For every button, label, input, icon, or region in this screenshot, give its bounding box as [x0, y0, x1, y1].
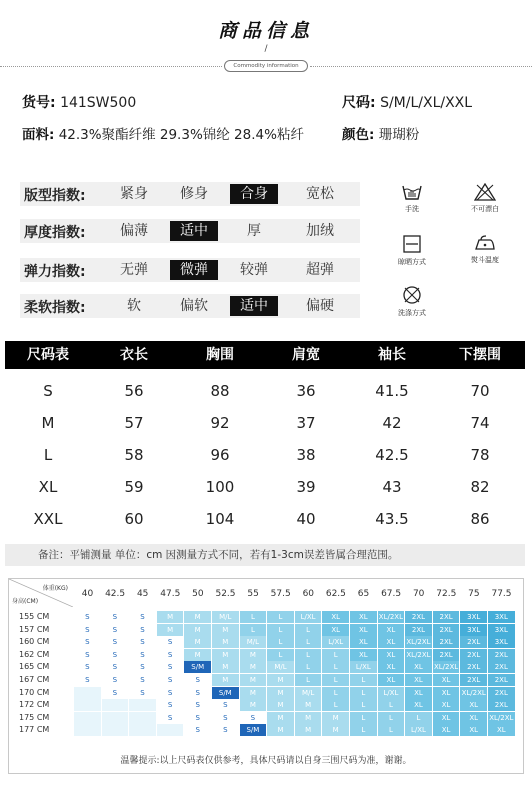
size-recommendation-cell: L — [350, 699, 377, 711]
height-axis-label: 身高(CM) — [12, 598, 39, 605]
size-table-cell: 43 — [382, 478, 402, 496]
reference-footnote: 温馨提示:以上尺码表仅供参考，具体尺码请以自身三围尺码为准，谢谢。 — [120, 756, 412, 766]
size-value: S/M/L/XL/XXL — [380, 95, 473, 111]
no-bleach-icon — [455, 183, 515, 201]
size-recommendation-cell: L — [322, 661, 349, 673]
index-option-selected: 合身 — [230, 184, 278, 204]
size-recommendation-cell: L — [267, 636, 294, 648]
size-recommendation-cell: M — [240, 661, 267, 673]
size-recommendation-cell: M/L — [295, 687, 322, 699]
weight-header-cell: 55 — [247, 589, 259, 599]
index-option-selected: 适中 — [230, 296, 278, 316]
size-recommendation-cell: M — [157, 624, 184, 636]
page-header — [0, 0, 532, 80]
size-recommendation-cell: M — [212, 636, 239, 648]
size-recommendation-cell: 2XL — [433, 624, 460, 636]
size-recommendation-cell: L — [350, 712, 377, 724]
size-recommendation-cell: XL/2XL — [378, 613, 403, 621]
size-recommendation-cell — [74, 712, 101, 724]
size-table-cell: XXL — [33, 510, 63, 528]
size-recommendation-cell: S — [129, 649, 156, 661]
size-recommendation-cell: S — [212, 712, 239, 724]
size-table-cell: 86 — [470, 510, 490, 528]
height-header-cell: 177 CM — [19, 725, 50, 735]
size-recommendation-cell: M — [267, 687, 294, 699]
fabric-line — [22, 123, 304, 143]
height-header-cell: 162 CM — [19, 649, 50, 659]
size-recommendation-cell: L — [322, 699, 349, 711]
size-table-cell: 40 — [296, 510, 316, 528]
height-header-cell: 160 CM — [19, 637, 50, 647]
size-recommendation-cell: M — [240, 699, 267, 711]
sku-value: 141SW500 — [60, 95, 137, 111]
size-table-cell: 56 — [124, 382, 144, 400]
size-recommendation-cell: S — [129, 624, 156, 636]
size-recommendation-cell: XL — [405, 661, 432, 673]
size-recommendation-cell: L — [267, 649, 294, 661]
grid-corner-header — [9, 579, 73, 607]
dotted-rule-left — [0, 66, 222, 67]
weight-header-cell: 47.5 — [160, 589, 181, 599]
size-recommendation-cell: S/M — [240, 724, 267, 736]
size-recommendation-cell: L — [267, 624, 294, 636]
size-table-cell: L — [43, 446, 53, 464]
size-table-header — [5, 341, 525, 369]
index-row — [20, 294, 360, 318]
size-recommendation-cell: S — [74, 649, 101, 661]
size-table-cell: S — [43, 382, 53, 400]
size-recommendation-cell: S — [102, 636, 129, 648]
fabric-label: 面料: — [22, 127, 55, 143]
size-recommendation-cell: XL — [433, 674, 460, 686]
size-recommendation-cell: XL — [460, 712, 487, 724]
weight-header-cell: 67.5 — [381, 589, 402, 599]
size-recommendation-cell: M — [322, 712, 349, 724]
measurement-note: 备注：平铺测量 单位：cm 因测量方式不同，若有1-3cm误差皆属合理范围。 — [5, 544, 525, 566]
size-table-cell: XL — [38, 478, 58, 496]
index-option: 无弹 — [120, 262, 148, 278]
care-label: 熨斗温度 — [471, 256, 499, 264]
height-header-cell: 175 CM — [19, 712, 50, 722]
weight-header-cell: 52.5 — [215, 589, 236, 599]
index-option: 加绒 — [306, 223, 334, 239]
size-recommendation-cell: L/XL — [378, 687, 405, 699]
page-subtitle: Commodity information — [224, 60, 308, 72]
size-recommendation-cell — [74, 724, 101, 736]
size-recommendation-cell: S — [129, 687, 156, 699]
care-hand-wash — [382, 183, 442, 214]
size-recommendation-cell: S — [184, 674, 211, 686]
title-divider-slash: / — [264, 44, 268, 54]
index-option: 偏硬 — [306, 298, 334, 314]
weight-header-cell: 77.5 — [491, 589, 512, 599]
iron-icon — [455, 234, 515, 252]
size-recommendation-cell — [129, 712, 156, 724]
size-recommendation-cell: L — [295, 636, 322, 648]
size-table-cell: 57 — [124, 414, 144, 432]
size-recommendation-cell: M/L — [267, 661, 294, 673]
size-table-header-cell: 尺码表 — [27, 347, 69, 363]
size-recommendation-cell: S — [74, 624, 101, 636]
size-recommendation-cell: 3XL — [460, 624, 487, 636]
size-recommendation-cell: M — [267, 699, 294, 711]
size-recommendation-cell: L — [295, 624, 322, 636]
size-table-header-cell: 胸围 — [206, 347, 234, 363]
size-recommendation-cell: L/XL — [295, 611, 322, 623]
size-recommendation-cell: 2XL — [433, 636, 460, 648]
size-recommendation-cell — [157, 724, 184, 736]
size-recommendation-cell: XL — [350, 624, 377, 636]
size-recommendation-cell: M — [212, 649, 239, 661]
size-table-cell: 96 — [210, 446, 230, 464]
size-recommendation-cell: S — [74, 636, 101, 648]
size-recommendation-cell: XL — [378, 661, 405, 673]
size-recommendation-cell: L — [378, 712, 405, 724]
size-table-header-cell: 肩宽 — [292, 347, 320, 363]
weight-header-cell: 65 — [357, 589, 370, 599]
size-recommendation-cell: S — [102, 649, 129, 661]
size-recommendation-cell: XL — [322, 611, 349, 623]
size-line — [342, 92, 472, 112]
size-table-cell: 42.5 — [375, 446, 409, 464]
size-recommendation-cell: XL — [405, 674, 432, 686]
size-table-cell: 41.5 — [375, 382, 409, 400]
size-recommendation-cell: M — [295, 699, 322, 711]
size-recommendation-cell: M — [212, 674, 239, 686]
size-recommendation-cell: 3XL — [488, 611, 515, 623]
index-option: 紧身 — [120, 186, 148, 202]
size-recommendation-cell: XL/2XL — [489, 713, 514, 722]
size-recommendation-cell: L — [378, 699, 405, 711]
size-recommendation-cell: L — [295, 649, 322, 661]
size-recommendation-cell: S — [184, 712, 211, 724]
size-recommendation-cell: L — [295, 674, 322, 686]
size-recommendation-cell: S — [102, 674, 129, 686]
index-label: 版型指数: — [24, 188, 86, 204]
size-recommendation-cell: XL — [378, 674, 405, 686]
size-recommendation-cell: M — [212, 661, 239, 673]
size-recommendation-cell: M — [184, 636, 211, 648]
care-no-bleach — [455, 183, 515, 214]
size-recommendation-cell: XL — [378, 636, 405, 648]
color-label: 颜色: — [342, 127, 375, 143]
index-option: 厚 — [247, 223, 261, 239]
size-recommendation-cell: XL/2XL — [433, 663, 459, 672]
size-recommendation-cell: XL — [405, 699, 432, 711]
size-table-cell: 78 — [470, 446, 490, 464]
size-recommendation-cell: XL — [378, 624, 405, 636]
index-row — [20, 182, 360, 206]
weight-header-cell: 72.5 — [436, 589, 457, 599]
weight-header-cell: 42.5 — [105, 589, 126, 599]
care-wash-method — [382, 285, 442, 318]
size-recommendation-cell: 2XL — [460, 674, 487, 686]
sku-line — [22, 92, 136, 112]
size-recommendation-cell: 2XL — [433, 611, 460, 623]
index-label: 柔软指数: — [24, 300, 86, 316]
size-recommendation-cell: S — [184, 687, 211, 699]
size-table-cell: 82 — [470, 478, 490, 496]
size-table-cell: 37 — [296, 414, 316, 432]
size-recommendation-cell: 2XL — [460, 636, 487, 648]
size-table-cell: 36 — [296, 382, 316, 400]
size-recommendation-cell: M — [322, 724, 349, 736]
wash-method-icon — [382, 285, 442, 305]
size-recommendation-cell: L — [350, 674, 377, 686]
height-header-cell: 170 CM — [19, 687, 50, 697]
size-recommendation-cell: S — [157, 661, 184, 673]
size-recommendation-cell: S — [240, 712, 267, 724]
index-label: 弹力指数: — [24, 264, 86, 280]
size-table-cell: 59 — [124, 478, 144, 496]
index-option: 偏薄 — [120, 223, 148, 239]
size-recommendation-cell: M — [212, 624, 239, 636]
index-option-selected: 微弹 — [170, 260, 218, 280]
size-table-cell: 88 — [210, 382, 230, 400]
size-recommendation-cell — [102, 724, 129, 736]
size-recommendation-cell: S — [157, 712, 184, 724]
size-recommendation-cell: L — [405, 712, 432, 724]
size-recommendation-cell: 2XL — [488, 699, 515, 711]
size-recommendation-cell: M — [240, 649, 267, 661]
size-recommendation-cell: L — [240, 624, 267, 636]
size-recommendation-cell: S — [184, 699, 211, 711]
size-recommendation-cell: S — [129, 661, 156, 673]
color-value: 珊瑚粉 — [378, 127, 420, 143]
weight-header-cell: 70 — [412, 589, 425, 599]
size-recommendation-cell: M/L — [212, 611, 239, 623]
index-option: 软 — [127, 298, 141, 314]
size-recommendation-cell: 2XL — [405, 611, 432, 623]
size-recommendation-cell: S/M — [184, 661, 211, 673]
size-recommendation-cell: S — [129, 636, 156, 648]
care-label: 晾晒方式 — [398, 258, 426, 266]
size-recommendation-cell: S — [74, 611, 101, 623]
care-label: 不可漂白 — [471, 205, 499, 213]
size-recommendation-cell: M/L — [240, 636, 267, 648]
size-recommendation-cell: L/XL — [405, 724, 432, 736]
size-recommendation-cell: M — [184, 611, 211, 623]
size-table-cell: 74 — [470, 414, 490, 432]
sku-label: 货号: — [22, 95, 56, 111]
size-recommendation-cell — [74, 699, 101, 711]
index-option: 超弹 — [306, 262, 334, 278]
care-iron — [455, 234, 515, 265]
size-recommendation-cell: S — [102, 661, 129, 673]
size-recommendation-cell: L — [322, 687, 349, 699]
size-recommendation-cell — [74, 687, 101, 699]
index-label: 厚度指数: — [24, 225, 86, 241]
weight-header-cell: 75 — [468, 589, 480, 599]
color-line — [342, 123, 419, 143]
size-table-header-cell: 衣长 — [120, 347, 148, 363]
size-reference-grid — [8, 578, 524, 774]
size-recommendation-cell: L — [240, 611, 267, 623]
size-recommendation-cell: 3XL — [460, 611, 487, 623]
index-option-selected: 适中 — [170, 221, 218, 241]
size-recommendation-cell: XL — [405, 687, 432, 699]
size-recommendation-cell: XL — [488, 724, 515, 736]
size-table-cell: M — [41, 414, 55, 432]
size-table-cell: 60 — [124, 510, 144, 528]
size-recommendation-cell: S — [157, 699, 184, 711]
size-recommendation-cell: S — [157, 649, 184, 661]
size-recommendation-cell: M — [240, 687, 267, 699]
size-recommendation-cell: L — [350, 724, 377, 736]
size-recommendation-cell: S — [157, 674, 184, 686]
size-recommendation-cell: L — [267, 611, 294, 623]
size-recommendation-cell: S — [157, 687, 184, 699]
dotted-rule-right — [310, 66, 532, 67]
size-recommendation-cell: M — [267, 724, 294, 736]
size-recommendation-cell: 2XL — [460, 649, 487, 661]
size-recommendation-cell: 3XL — [488, 636, 515, 648]
weight-header-cell: 62.5 — [325, 589, 346, 599]
size-recommendation-cell — [102, 699, 129, 711]
index-row — [20, 219, 360, 243]
size-recommendation-cell: XL — [433, 724, 460, 736]
size-recommendation-cell: 2XL — [460, 661, 487, 673]
size-table-cell: 92 — [210, 414, 230, 432]
size-recommendation-cell: 2XL — [488, 674, 515, 686]
care-shade-dry — [382, 234, 442, 267]
size-recommendation-cell — [102, 712, 129, 724]
size-recommendation-cell: XL/2XL — [406, 638, 431, 647]
height-header-cell: 155 CM — [19, 612, 50, 621]
size-recommendation-cell: S — [129, 674, 156, 686]
size-table-cell: 38 — [296, 446, 316, 464]
size-recommendation-cell: XL — [460, 724, 487, 736]
size-recommendation-cell: 3XL — [488, 624, 515, 636]
size-recommendation-cell: L — [350, 687, 377, 699]
size-recommendation-cell: XL — [433, 712, 460, 724]
weight-axis-label: 体重(KG) — [42, 585, 68, 592]
size-recommendation-cell: S — [212, 699, 239, 711]
size-recommendation-cell: XL — [350, 649, 377, 661]
size-recommendation-cell: XL/2XL — [461, 688, 486, 697]
weight-header-cell: 40 — [81, 589, 94, 599]
size-recommendation-cell — [129, 699, 156, 711]
size-recommendation-cell: S — [74, 661, 101, 673]
size-recommendation-cell: XL — [350, 636, 377, 648]
size-table-cell: 100 — [205, 478, 235, 496]
size-table-cell: 39 — [296, 478, 316, 496]
height-header-cell: 172 CM — [19, 700, 50, 710]
size-recommendation-cell: M — [240, 674, 267, 686]
size-recommendation-cell: XL — [460, 699, 487, 711]
size-recommendation-cell: L/XL — [350, 661, 377, 673]
height-header-cell: 157 CM — [19, 624, 50, 634]
height-header-cell: 165 CM — [19, 662, 50, 672]
weight-header-cell: 45 — [136, 589, 149, 599]
page-title: 商品信息 — [217, 20, 314, 42]
size-table-cell: 42 — [382, 414, 402, 432]
size-recommendation-cell: 2XL — [488, 687, 515, 699]
size-recommendation-cell: S — [129, 611, 156, 623]
size-recommendation-cell: S — [184, 724, 211, 736]
size-recommendation-cell: XL — [322, 624, 349, 636]
size-recommendation-cell: S — [212, 724, 239, 736]
size-recommendation-cell: 2XL — [405, 624, 432, 636]
size-recommendation-cell: XL — [350, 611, 377, 623]
size-recommendation-cell: M — [295, 712, 322, 724]
size-recommendation-cell: M — [184, 624, 211, 636]
size-recommendation-cell: 2XL — [488, 649, 515, 661]
size-recommendation-cell: S — [74, 674, 101, 686]
size-recommendation-cell: M — [267, 712, 294, 724]
size-table-cell: 58 — [124, 446, 144, 464]
size-recommendation-cell — [129, 724, 156, 736]
size-recommendation-cell: XL — [433, 687, 460, 699]
size-recommendation-cell: M — [157, 611, 184, 623]
size-recommendation-cell: M — [295, 724, 322, 736]
index-option: 偏软 — [180, 298, 208, 314]
index-option: 较弹 — [240, 262, 268, 278]
index-row — [20, 258, 360, 282]
hand-wash-icon — [382, 183, 442, 201]
size-recommendation-cell: L — [322, 674, 349, 686]
size-recommendation-cell: L — [295, 661, 322, 673]
size-recommendation-cell: L — [378, 724, 405, 736]
height-header-cell: 167 CM — [19, 675, 50, 684]
size-recommendation-cell: 2XL — [488, 661, 515, 673]
size-recommendation-cell: S — [102, 611, 129, 623]
care-label: 手洗 — [405, 205, 419, 213]
size-table-header-cell: 袖长 — [378, 347, 406, 363]
size-recommendation-cell: XL — [378, 649, 405, 661]
size-recommendation-cell: XL/2XL — [406, 650, 431, 659]
size-recommendation-cell: S — [102, 687, 129, 699]
size-recommendation-cell: XL — [433, 699, 460, 711]
size-recommendation-cell: S/M — [212, 687, 239, 699]
index-option: 修身 — [180, 186, 208, 202]
size-label: 尺码: — [342, 95, 376, 111]
size-table-cell: 43.5 — [375, 510, 409, 528]
weight-header-cell: 50 — [192, 589, 204, 599]
size-recommendation-cell: 2XL — [433, 649, 460, 661]
size-recommendation-cell: M — [267, 674, 294, 686]
weight-header-cell: 60 — [302, 589, 315, 599]
shade-dry-icon — [382, 234, 442, 254]
care-label: 洗涤方式 — [398, 309, 426, 317]
weight-header-cell: 57.5 — [270, 589, 291, 599]
size-table-cell: 104 — [205, 510, 235, 528]
size-recommendation-cell: L — [322, 649, 349, 661]
index-option: 宽松 — [306, 186, 334, 202]
size-table-header-cell: 下摆围 — [459, 347, 501, 363]
size-recommendation-cell: S — [157, 636, 184, 648]
size-recommendation-cell: S — [102, 624, 129, 636]
size-recommendation-cell: M — [184, 649, 211, 661]
fabric-value: 42.3%聚酯纤维 29.3%锦纶 28.4%粘纤 — [58, 127, 304, 143]
size-table-cell: 70 — [470, 382, 490, 400]
size-recommendation-cell: L/XL — [322, 636, 349, 648]
